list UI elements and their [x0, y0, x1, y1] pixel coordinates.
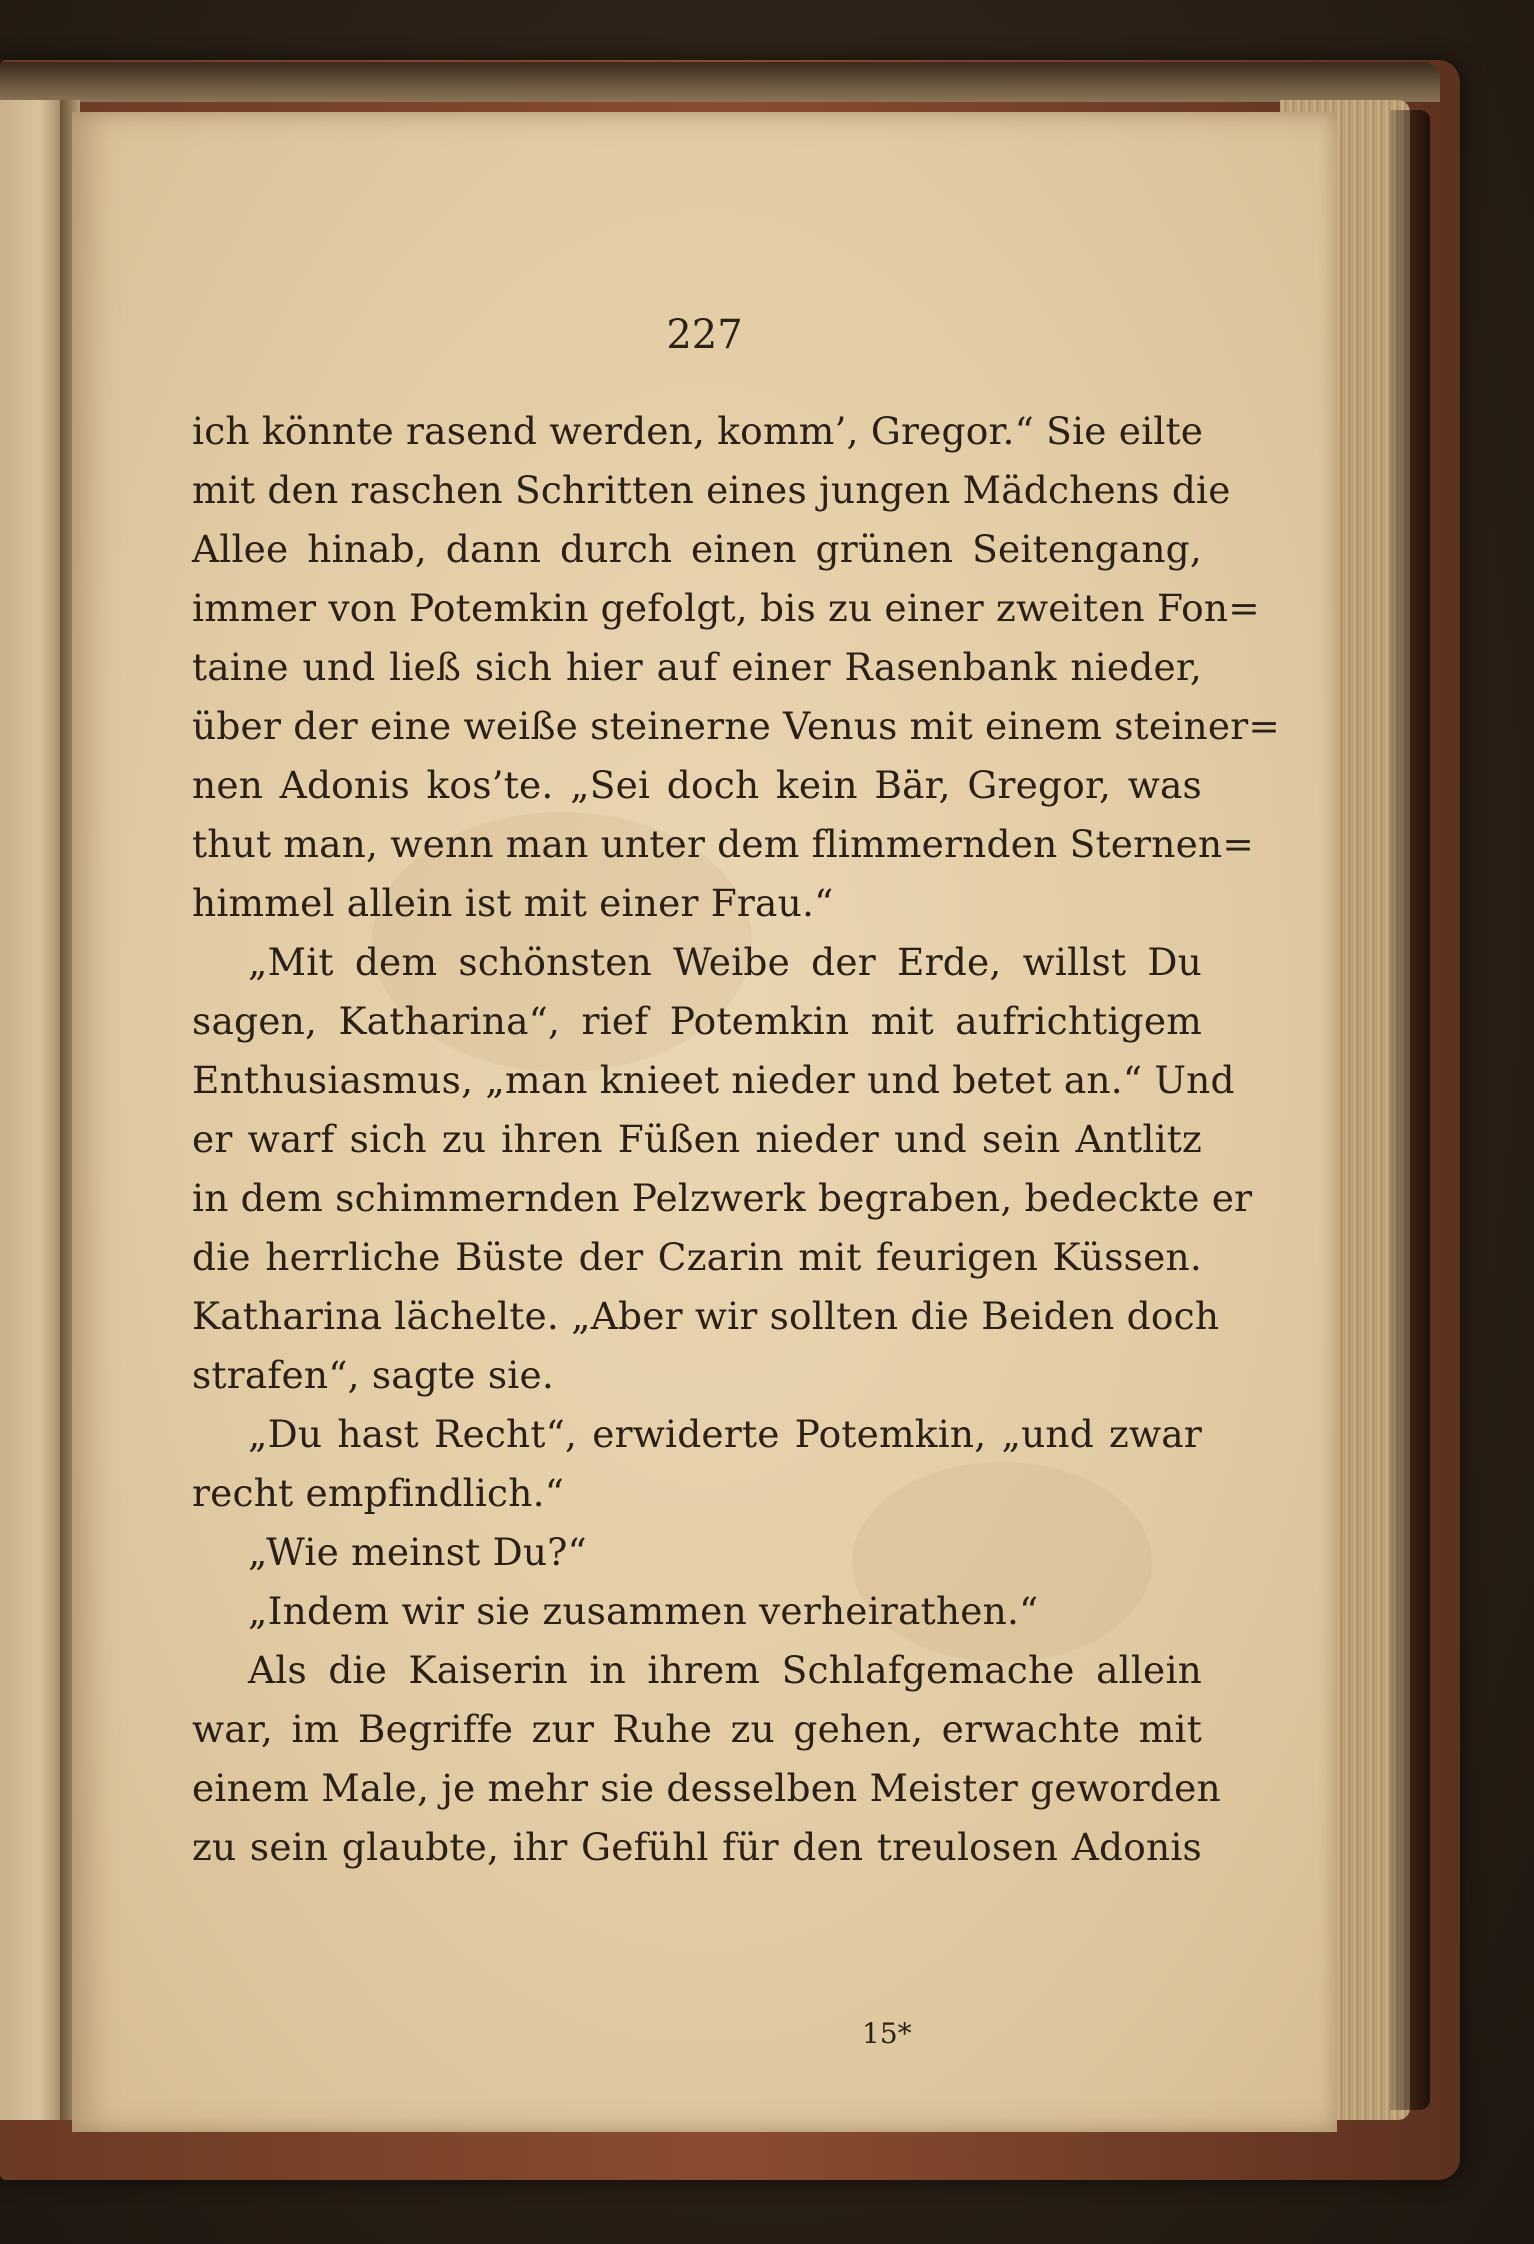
text-line: über der eine weiße steinerne Venus mit einem steiner=: [192, 704, 1281, 748]
text-line: die herrliche Büste der Czarin mit feurigen Küssen.: [192, 1235, 1202, 1279]
text-line: immer von Potemkin gefolgt, bis zu einer zweiten Fon=: [192, 586, 1260, 630]
text-line: einem Male, je mehr sie desselben Meister geworden: [192, 1766, 1221, 1810]
text-line: „Wie meinst Du?“: [248, 1530, 587, 1574]
book-page: [72, 112, 1337, 2132]
text-line: „Indem wir sie zusammen verheirathen.“: [248, 1589, 1039, 1633]
text-line: nen Adonis kos’te. „Sei doch kein Bär, Gregor, was: [192, 763, 1202, 807]
text-line: „Du hast Recht“, erwiderte Potemkin, „und zwar: [248, 1412, 1202, 1456]
text-line: zu sein glaubte, ihr Gefühl für den treulosen Adonis: [192, 1825, 1202, 1869]
text-line: recht empfindlich.“: [192, 1471, 565, 1515]
text-line: taine und ließ sich hier auf einer Rasenbank nieder,: [192, 645, 1202, 689]
left-page-edge: [0, 100, 66, 2120]
page-stack-shadow: [1390, 110, 1430, 2110]
text-line: in dem schimmernden Pelzwerk begraben, bedeckte er: [192, 1176, 1253, 1220]
text-line: er warf sich zu ihren Füßen nieder und sein Antlitz: [192, 1117, 1202, 1161]
text-line: Als die Kaiserin in ihrem Schlafgemache allein: [248, 1648, 1202, 1692]
book-spine-top: [0, 62, 1440, 102]
text-line: strafen“, sagte sie.: [192, 1353, 554, 1397]
text-line: Katharina lächelte. „Aber wir sollten die Beiden doch: [192, 1294, 1220, 1338]
page-number: 227: [666, 312, 743, 358]
text-line: thut man, wenn man unter dem flimmernden Sternen=: [192, 822, 1254, 866]
text-line: himmel allein ist mit einer Frau.“: [192, 881, 834, 925]
printer-signature-mark: 15*: [862, 2017, 912, 2050]
text-line: ich könnte rasend werden, komm’, Gregor.“ Sie eilte: [192, 409, 1204, 453]
text-line: Allee hinab, dann durch einen grünen Seitengang,: [192, 527, 1202, 571]
text-line: Enthusiasmus, „man knieet nieder und betet an.“ Und: [192, 1058, 1235, 1102]
text-line: „Mit dem schönsten Weibe der Erde, willst Du: [248, 940, 1202, 984]
text-line: mit den raschen Schritten eines jungen Mädchens die: [192, 468, 1231, 512]
text-line: sagen, Katharina“, rief Potemkin mit aufrichtigem: [192, 999, 1202, 1043]
body-text: [192, 402, 1281, 1877]
text-line: war, im Begriffe zur Ruhe zu gehen, erwachte mit: [192, 1707, 1202, 1751]
